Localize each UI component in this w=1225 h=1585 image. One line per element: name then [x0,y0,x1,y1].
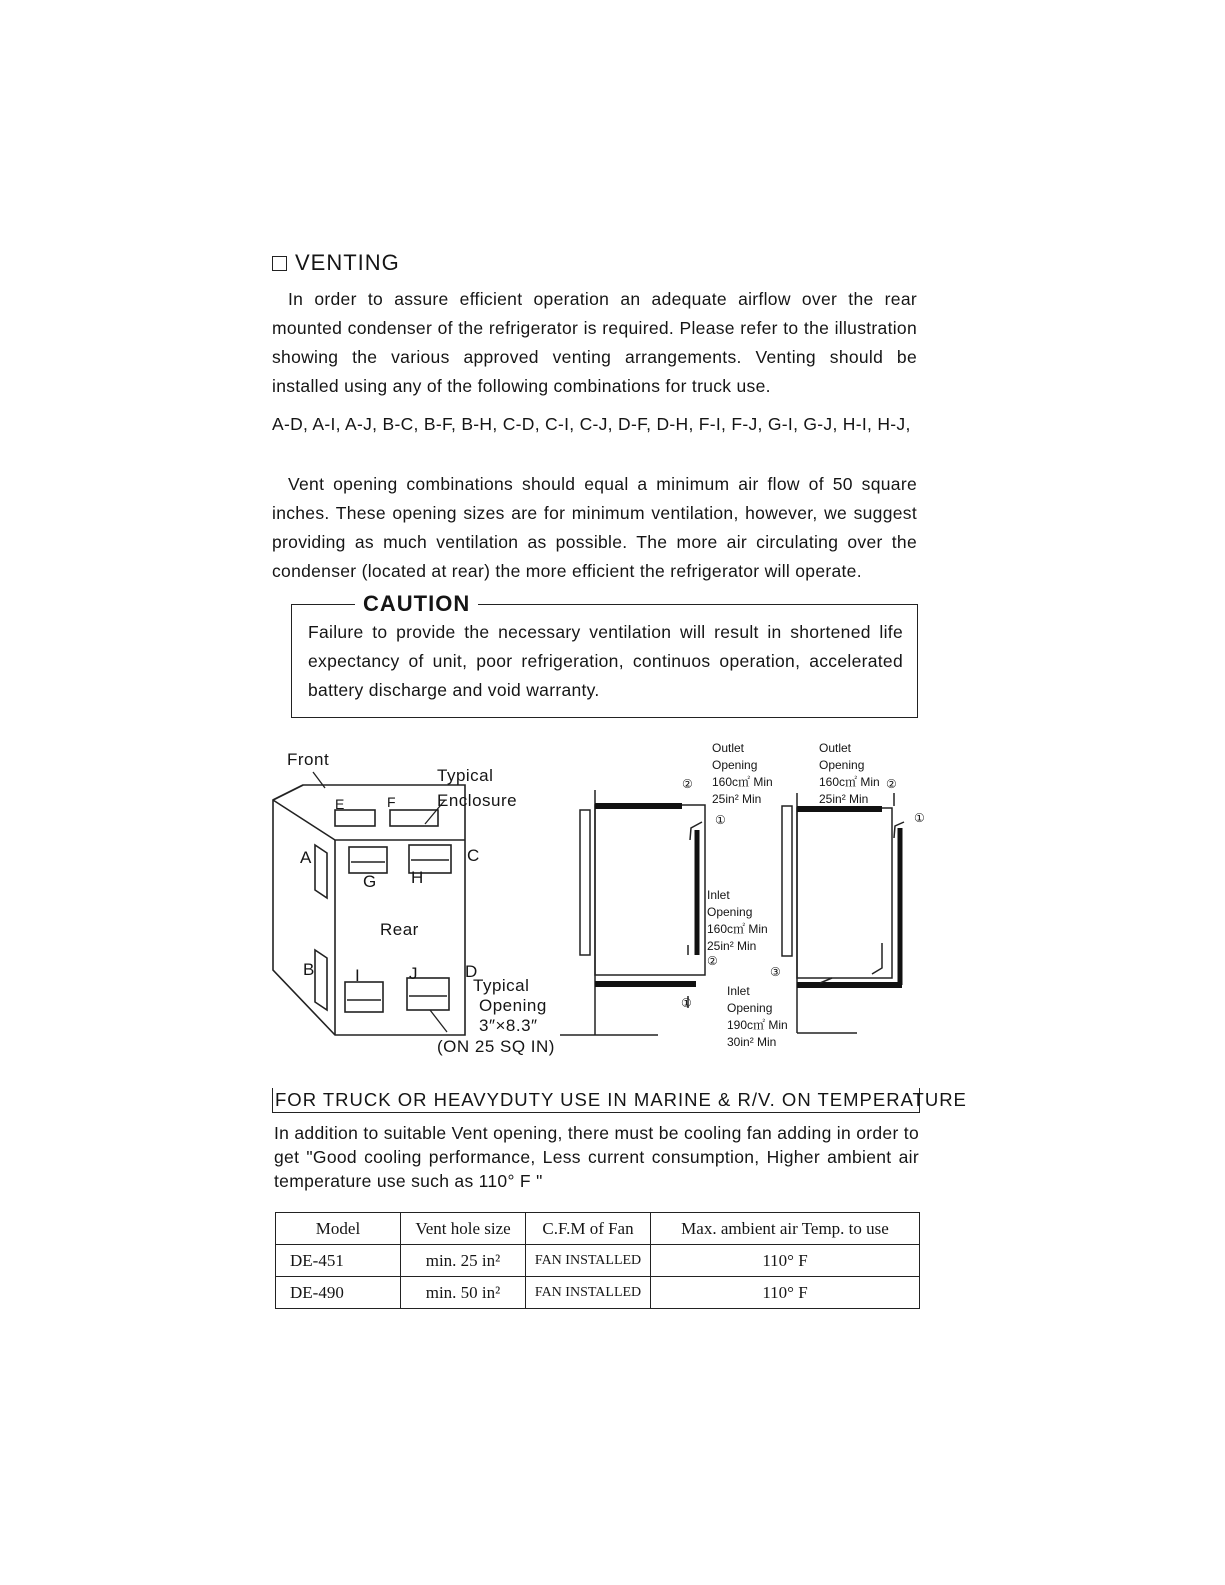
inlet-label-b-1: Inlet [727,984,750,998]
outlet-label-a-3: 160c㎡ Min [712,775,773,789]
typical-enclosure-line1: Typical [437,766,494,785]
cell-cfm: FAN INSTALLED [526,1277,651,1309]
checkbox-square-icon [272,256,287,271]
vent-letter-d: D [465,962,478,981]
outlet-label-b-4: 25in² Min [819,792,869,806]
typical-opening-size: 3″×8.3″ [479,1016,538,1035]
header-cfm-of-fan: C.F.M of Fan [526,1213,651,1245]
header-model: Model [276,1213,401,1245]
typical-opening-line2: Opening [479,996,547,1015]
marker-1-bottom: ① [681,996,692,1010]
cell-max-temp: 110° F [651,1277,920,1309]
vent-letter-a: A [300,848,312,867]
vent-letter-b: B [303,960,315,979]
typical-opening-line1: Typical [473,976,530,995]
header-max-ambient-temp: Max. ambient air Temp. to use [651,1213,920,1245]
inlet-label-b-2: Opening [727,1001,773,1015]
inlet-label-b-4: 30in² Min [727,1035,777,1049]
truck-paragraph: In addition to suitable Vent opening, there must be cooling fan adding in order to get "Good cooling performance, Less current consumption, Higher ambient air temperature use such as 110° F " [274,1123,919,1191]
table-row [276,1277,920,1309]
cell-max-temp: 110° F [651,1245,920,1277]
marker-2-top: ② [682,777,693,791]
spec-table [275,1212,920,1309]
outlet-label-a-1: Outlet [712,741,745,755]
outlet-label-b-3: 160c㎡ Min [819,775,880,789]
outlet-label-b-2: Opening [819,758,865,772]
vent-letter-j: J [409,964,418,983]
caution-title: CAUTION [355,591,478,617]
typical-enclosure-line2: Enclosure [437,791,518,810]
caution-text: Failure to provide the necessary ventilation will result in shortened life expectancy of unit, poor refrigeration, continuos operation, accelerated battery discharge and void warranty. [308,622,903,700]
cell-cfm: FAN INSTALLED [526,1245,651,1277]
marker-1-right: ① [914,811,925,825]
marker-2-bottom: ② [707,954,718,968]
table-header-row [276,1213,920,1245]
outlet-label-a-4: 25in² Min [712,792,762,806]
inlet-label-b-3: 190c㎡ Min [727,1018,788,1032]
marker-3: ③ [770,965,781,979]
cell-vent-hole-size: min. 50 in² [401,1277,526,1309]
cell-vent-hole-size: min. 25 in² [401,1245,526,1277]
typical-opening-area: (ON 25 SQ IN) [437,1037,555,1056]
intro-paragraph: In order to assure efficient operation an adequate airflow over the rear mounted condenser of the refrigerator is required. Please refer to the illustration showing the various approved venting arrangements. Venting should be installed using any of the following combinations for truck use. [272,289,917,396]
marker-2-right: ② [886,777,897,791]
rear-label: Rear [380,920,419,939]
venting-diagram-b [722,738,952,1058]
section-heading [272,250,400,276]
section-title: VENTING [295,250,400,275]
vent-letter-f: F [387,794,396,810]
header-vent-hole-size: Vent hole size [401,1213,526,1245]
inlet-label-a-3: 160c㎡ Min [707,922,768,936]
vent-letter-i: I [355,966,361,985]
outlet-label-b-1: Outlet [819,741,852,755]
vent-letter-c: C [467,846,480,865]
vent-paragraph: Vent opening combinations should equal a minimum air flow of 50 square inches. These opening sizes are for minimum ventilation, however, we suggest providing as much ventilation as possible. The more air circulating over the condenser (located at rear) the more efficient the refrigerator will operate. [272,474,917,581]
combinations-list: A-D, A-I, A-J, B-C, B-F, B-H, C-D, C-I, C-J, D-F, D-H, F-I, F-J, G-I, G-J, H-I, H-J, [272,414,911,434]
truck-banner: FOR TRUCK OR HEAVYDUTY USE IN MARINE & R/V. ON TEMPERATURE [272,1088,920,1113]
inlet-label-a-4: 25in² Min [707,939,757,953]
table-row [276,1245,920,1277]
inlet-label-a-1: Inlet [707,888,730,902]
vent-letter-h: H [411,868,424,887]
front-label: Front [287,750,330,769]
vent-letter-g: G [363,872,377,891]
cell-model: DE-490 [276,1277,401,1309]
vent-letter-e: E [335,796,345,812]
enclosure-diagram [265,740,575,1070]
outlet-label-a-2: Opening [712,758,758,772]
inlet-label-a-2: Opening [707,905,753,919]
cell-model: DE-451 [276,1245,401,1277]
marker-1-top: ① [715,813,726,827]
